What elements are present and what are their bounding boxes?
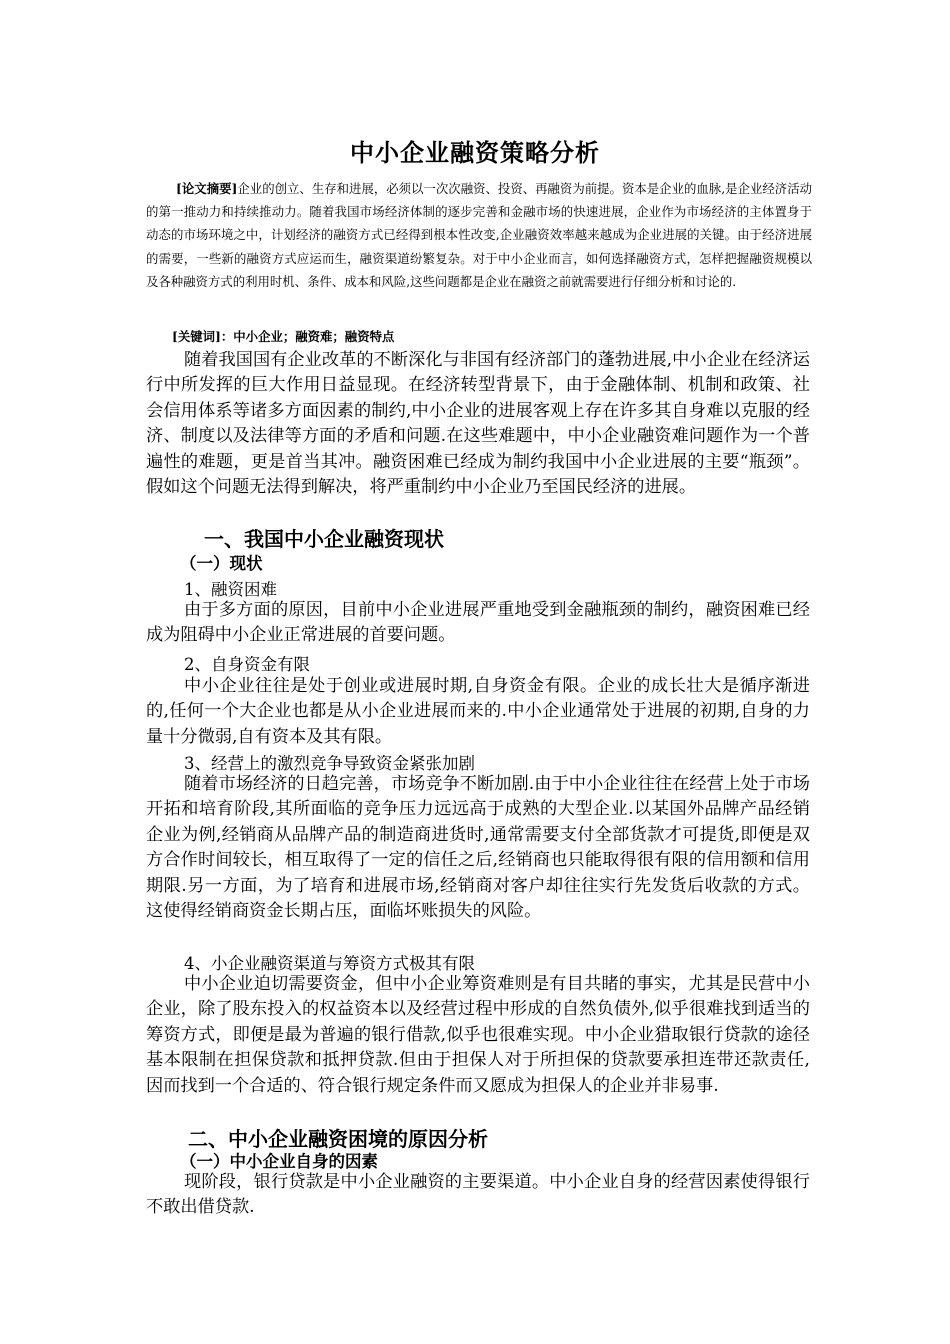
abstract-block: [146, 177, 812, 293]
section1-subheading: （一）现状: [180, 554, 263, 573]
item1-title: 1、融资困难: [184, 580, 277, 599]
abstract-label: [论文摘要]: [176, 181, 238, 196]
item4-text: 中小企业迫切需要资金，但中小企业筹资难则是有目共睹的事实，尤其是民营中小企业，除了股东投入的权益资本以及经营过程中形成的自然负债外,似乎很难找到适当的筹资方式，即便是最为普遍的银行借款,似乎也很难实现。中小企业猎取银行贷款的途径基本限制在担保贷款和抵押贷款.但由于担保人对于所担保的贷款要承担连带还款责任,因而找到一个合适的、符合银行规定条件而又愿成为担保人的企业并非易事.: [146, 974, 810, 1096]
abstract-paragraph: [146, 177, 812, 293]
intro-paragraph: 随着我国国有企业改革的不断深化与非国有经济部门的蓬勃进展,中小企业在经济运行中所发挥的巨大作用日益显现。在经济转型背景下，由于金融体制、机制和政策、社会信用体系等诸多方面因素的制约,中小企业的进展客观上存在许多其自身难以克服的经济、制度以及法律等方面的矛盾和问题.在这些难题中，中小企业融资难问题作为一个普遍性的难题，更是首当其冲。融资困难已经成为制约我国中小企业进展的主要“瓶颈”。假如这个问题无法得到解决，将严重制约中小企业乃至国民经济的进展。: [146, 350, 810, 498]
keywords: [关键词]：中小企业；融资难；融资特点: [172, 329, 395, 344]
section1-heading: 一、我国中小企业融资现状: [204, 527, 444, 551]
item2-title: 2、自身资金有限: [184, 655, 310, 674]
document-title: 中小企业融资策略分析: [350, 139, 600, 167]
item1-text: 由于多方面的原因，目前中小企业进展严重地受到金融瓶颈的制约，融资困难已经成为阻碍中小企业正常进展的首要问题。: [146, 600, 810, 646]
item2-text: 中小企业往往是处于创业或进展时期,自身资金有限。企业的成长壮大是循序渐进的,任何一个大企业也都是从小企业进展而来的.中小企业通常处于进展的初期,自身的力量十分微弱,自有资本及其有限。: [146, 676, 810, 747]
item3-text: 随着市场经济的日趋完善，市场竞争不断加剧.由于中小企业往往在经营上处于市场开拓和培育阶段,其所面临的竞争压力远远高于成熟的大型企业.以某国外品牌产品经销企业为例,经销商从品牌产品的制造商进货时,通常需要支付全部货款才可提货,即便是双方合作时间较长，相互取得了一定的信任之后,经销商也只能取得很有限的信用额和信用期限.另一方面，为了培育和进展市场,经销商对客户却往往实行先发货后收款的方式。这使得经销商资金长期占压，面临坏账损失的风险。: [146, 774, 810, 922]
item4-title: 4、小企业融资渠道与筹资方式极其有限: [184, 954, 475, 973]
section2-heading: 二、中小企业融资困境的原因分析: [188, 1127, 488, 1151]
item3-title: 3、经营上的激烈竞争导致资金紧张加剧: [184, 754, 475, 773]
section2-text: 现阶段，银行贷款是中小企业融资的主要渠道。中小企业自身的经营因素使得银行不敢出借贷款.: [146, 1172, 810, 1218]
section2-subheading: （一）中小企业自身的因素: [180, 1152, 378, 1171]
abstract-text: 企业的创立、生存和进展，必须以一次次融资、投资、再融资为前提。资本是企业的血脉,是企业经济活动的第一推动力和持续推动力。随着我国市场经济体制的逐步完善和金融市场的快速进展，企业作为市场经济的主体置身于动态的市场环境之中，计划经济的融资方式已经得到根本性改变,企业融资效率越来越成为企业进展的关键。由于经济进展的需要，一些新的融资方式应运而生，融资渠道纷繁复杂。对于中小企业而言，如何选择融资方式，怎样把握融资规模以及各种融资方式的利用时机、条件、成本和风险,这些问题都是企业在融资之前就需要进行仔细分析和讨论的.: [146, 181, 812, 289]
